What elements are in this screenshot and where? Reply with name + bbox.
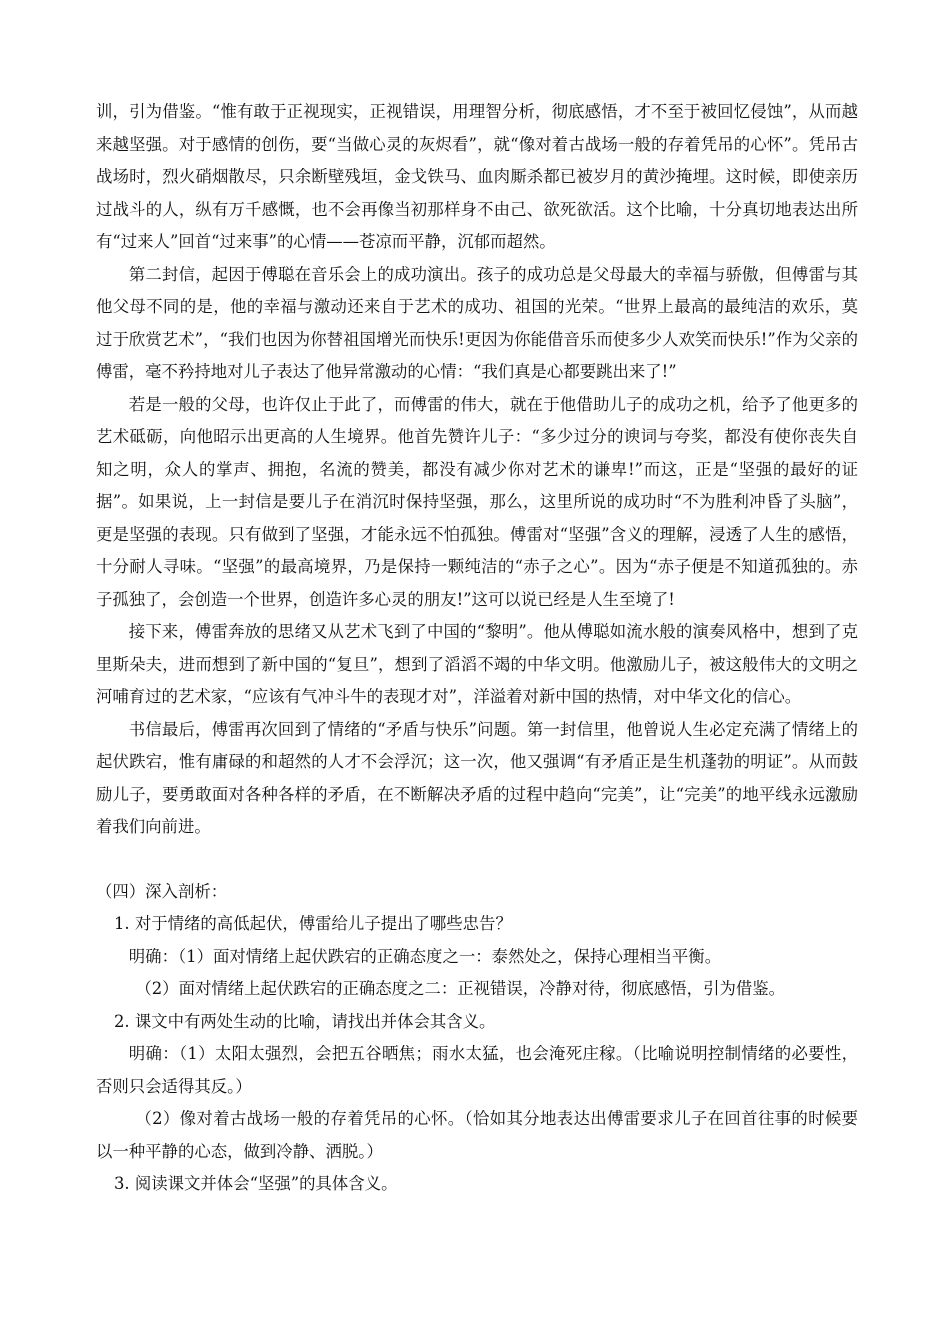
question-1: 1. 对于情绪的高低起伏，傅雷给儿子提出了哪些忠告？	[114, 914, 512, 933]
answer-2-part-2: （2）像对着古战场一般的存着凭吊的心怀。（恰如其分地表达出傅雷要求儿子在回首往事的时候要以一种平静的心态，做到冷静、洒脱。）	[96, 1109, 858, 1161]
answer-1-part-2: （2）面对情绪上起伏跌宕的正确态度之二：正视错误，冷静对待，彻底感悟，引为借鉴。	[135, 979, 786, 998]
paragraph-dawn-of-china: 接下来，傅雷奔放的思绪又从艺术飞到了中国的“黎明”。他从傅聪如流水般的演奏风格中，想到了克里斯朵夫，进而想到了新中国的“复旦”，想到了滔滔不竭的中华文明。他激励儿子，被这般伟大的文明之河哺育过的艺术家，“应该有气冲斗牛的表现才对”，洋溢着对新中国的热情，对中华文化的信心。	[96, 622, 858, 706]
paragraph-continuation: 训，引为借鉴。“惟有敢于正视现实，正视错误，用理智分析，彻底感悟，才不至于被回忆侵蚀”，从而越来越坚强。对于感情的创伤，要“当做心灵的灰烬看”，就“像对着古战场一般的存着凭吊的心怀”。凭吊古战场时，烈火硝烟散尽，只余断壁残垣，金戈铁马、血肉厮杀都已被岁月的黄沙掩埋。这时候，即使亲历过战斗的人，纵有万千感慨，也不会再像当初那样身不由己、欲死欲活。这个比喻，十分真切地表达出所有“过来人”回首“过来事”的心情——苍凉而平静，沉郁而超然。	[96, 102, 858, 251]
document-page	[96, 96, 858, 1201]
paragraph-second-letter: 第二封信，起因于傅聪在音乐会上的成功演出。孩子的成功总是父母最大的幸福与骄傲，但傅雷与其他父母不同的是，他的幸福与激动还来自于艺术的成功、祖国的光荣。“世界上最高的最纯洁的欢乐，莫过于欣赏艺术”，“我们也因为你替祖国增光而快乐!更因为你能借音乐而使多少人欢笑而快乐!”作为父亲的傅雷，毫不矜持地对儿子表达了他异常激动的心情：“我们真是心都要跳出来了!”	[96, 264, 858, 381]
answer-2-part-1: 明确：（1）太阳太强烈，会把五谷晒焦；雨水太猛，也会淹死庄稼。（比喻说明控制情绪的必要性，否则只会适得其反。）	[96, 1044, 858, 1096]
question-2: 2. 课文中有两处生动的比喻，请找出并体会其含义。	[114, 1011, 496, 1031]
question-3: 3. 阅读课文并体会“坚强”的具体含义。	[114, 1174, 398, 1193]
section-spacer	[96, 844, 858, 876]
section-heading: （四）深入剖析：	[96, 881, 228, 901]
paragraph-contradiction-and-joy: 书信最后，傅雷再次回到了情绪的“矛盾与快乐”问题。第一封信里，他曾说人生必定充满了情绪上的起伏跌宕，惟有庸碌的和超然的人才不会浮沉；这一次，他又强调“有矛盾正是生机蓬勃的明证”。从而鼓励儿子，要勇敢面对各种各样的矛盾，在不断解决矛盾的过程中趋向“完美”，让“完美”的地平线永远激励着我们向前进。	[96, 719, 858, 836]
answer-1-part-1: 明确：（1）面对情绪上起伏跌宕的正确态度之一：泰然处之，保持心理相当平衡。	[128, 946, 722, 966]
paragraph-fu-lei-greatness: 若是一般的父母，也许仅止于此了，而傅雷的伟大，就在于他借助儿子的成功之机，给予了他更多的艺术砥砺，向他昭示出更高的人生境界。他首先赞许儿子：“多少过分的谀词与夸奖，都没有使你丧失自知之明，众人的掌声、拥抱，名流的赞美，都没有减少你对艺术的谦卑!”而这，正是“坚强的最好的证据”。如果说，上一封信是要儿子在消沉时保持坚强，那么，这里所说的成功时“不为胜利冲昏了头脑”，更是坚强的表现。只有做到了坚强，才能永远不怕孤独。傅雷对“坚强”含义的理解，浸透了人生的感悟，十分耐人寻味。“坚强”的最高境界，乃是保持一颗纯洁的“赤子之心”。因为“赤子便是不知道孤独的。赤子孤独了，会创造一个世界，创造许多心灵的朋友!”这可以说已经是人生至境了!	[96, 394, 858, 609]
